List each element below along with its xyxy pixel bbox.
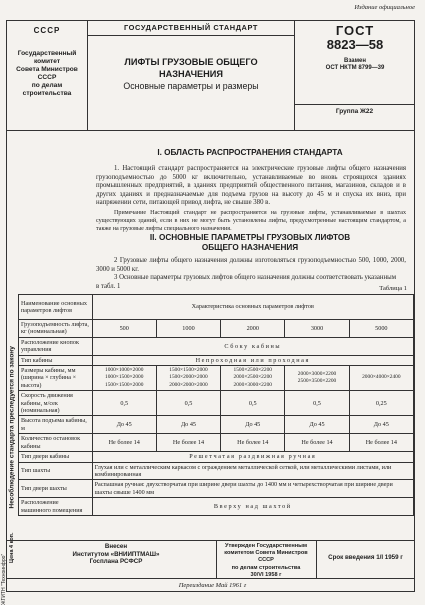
table-row bbox=[19, 452, 414, 462]
table-row bbox=[19, 337, 414, 355]
machine-label: Расположение машинного помещения bbox=[19, 498, 93, 516]
table-row bbox=[19, 462, 414, 480]
capacity-cell: 2000 bbox=[221, 320, 285, 338]
footer-divider-top bbox=[6, 540, 415, 541]
dims-cell: 1500×2500×2200 2000×2500×2200 2000×3000×2200 bbox=[221, 366, 285, 391]
footer-line: Внесен bbox=[104, 543, 128, 550]
capacity-cell: 3000 bbox=[285, 320, 349, 338]
stops-label: Количество остановок кабины bbox=[19, 434, 93, 452]
height-cell: До 45 bbox=[92, 416, 156, 434]
height-label: Высота подъема кабины, м bbox=[19, 416, 93, 434]
footer-line: Институтом «ВНИИПТМАШ» bbox=[72, 550, 160, 558]
edition-note: Издание официальное bbox=[354, 4, 415, 11]
table-row bbox=[19, 498, 414, 516]
section-heading-1: I. ОБЛАСТЬ РАСПРОСТРАНЕНИЯ СТАНДАРТА bbox=[157, 148, 343, 157]
footer-effective-date: Срок введения 1/I 1959 г bbox=[328, 554, 403, 561]
speed-label: Скорость движения кабины, м/сек (номинальная) bbox=[19, 391, 93, 416]
table-label: Таблица 1 bbox=[379, 285, 407, 292]
price-label: Цена 4 коп. bbox=[9, 532, 15, 563]
speed-cell: 0,5 bbox=[156, 391, 220, 416]
dims-cell: 1000×1000×2000 1000×1500×2000 1500×1500×2000 bbox=[92, 366, 156, 391]
table-row bbox=[19, 434, 414, 452]
committee-line: по делам bbox=[31, 82, 63, 89]
table-header-name: Наименование основных параметров лифтов bbox=[19, 295, 93, 320]
footer-separator bbox=[316, 540, 317, 578]
shaft-door-label: Тип двери шахты bbox=[19, 480, 93, 498]
side-legal-note: Несоблюдение стандарта преследуется по закону bbox=[8, 346, 16, 509]
stops-cell: Не более 14 bbox=[156, 434, 220, 452]
ussr-label: СССР bbox=[33, 26, 61, 35]
height-cell: До 45 bbox=[285, 416, 349, 434]
type-value: Непроходная или проходная bbox=[92, 355, 413, 365]
committee-line: комитет bbox=[33, 58, 61, 65]
shaft-value: Глухая или с металлическим каркасом с ограждением металлической сеткой, или металлическими листами, или комбинированная bbox=[92, 462, 413, 480]
table-header-char: Характеристика основных параметров лифтов bbox=[92, 295, 413, 320]
header-divider bbox=[6, 130, 415, 131]
paragraph-1: 1. Настоящий стандарт распространяется на электрические грузовые лифты общего назначения грузоподъемностью до 5000 кг включительно, устанавливаемые во вновь строящихся зданиях промышленных предприятий, в зданиях предприятий общественного питания, магазинов, складов и в других зданиях и предназначаемые для подъема грузов на высоту до 45 м и спуска их вниз, при напряжении сети, питающей привод лифта, не свыше 380 в. bbox=[96, 165, 406, 207]
shaft-label: Тип шахты bbox=[19, 462, 93, 480]
gost-number: 8823—58 bbox=[326, 37, 384, 52]
footer-line: Утвержден Государственным bbox=[225, 543, 307, 549]
document-subtitle: Основные параметры и размеры bbox=[123, 81, 259, 91]
parameters-table bbox=[18, 294, 414, 516]
committee-line: Государственный bbox=[17, 50, 77, 57]
dims-cell: 1500×1500×2000 1500×2000×2000 2000×2000×2000 bbox=[156, 366, 220, 391]
print-house-label: ЖГИТН "Техноинфро" bbox=[1, 553, 7, 605]
note-paragraph: Примечание Настоящий стандарт не распространяется на грузовые лифты, устанавливаемые в шахтах существующих зданий, если в них не могут быть установлены лифты, предусмотренные настоящим стандартом, а также на грузовые лифты специального назначения. bbox=[96, 210, 406, 232]
committee-line: Совета Министров bbox=[16, 66, 78, 73]
standard-heading: ГОСУДАРСТВЕННЫЙ СТАНДАРТ bbox=[88, 20, 294, 36]
table-row bbox=[19, 366, 414, 391]
table-row bbox=[19, 480, 414, 498]
paragraph-2: 2 Грузовые лифты общего назначения должны изготовляться грузоподъемностью 500, 1000, 2000, 3000 и 5000 кг. bbox=[96, 257, 406, 273]
footer-approved bbox=[218, 543, 314, 579]
committee-line: строительства bbox=[22, 90, 72, 97]
committee-line: СССР bbox=[37, 74, 57, 81]
door-label: Тип двери кабины bbox=[19, 452, 93, 462]
height-cell: До 45 bbox=[156, 416, 220, 434]
dims-cell: 2000×3000×2200 2500×3500×2200 bbox=[285, 366, 349, 391]
table-row bbox=[19, 416, 414, 434]
stops-cell: Не более 14 bbox=[349, 434, 413, 452]
table-row bbox=[19, 355, 414, 365]
footer-introduced bbox=[20, 543, 212, 566]
type-label: Тип кабины bbox=[19, 355, 93, 365]
stops-cell: Не более 14 bbox=[221, 434, 285, 452]
footer-line: 30/VI 1958 г bbox=[250, 571, 282, 578]
gost-label: ГОСТ bbox=[335, 23, 375, 38]
title-line: НАЗНАЧЕНИЯ bbox=[158, 69, 224, 79]
footer-line: по делам строительства bbox=[231, 564, 301, 571]
shaft-door-value: Распашная ручная: двухстворчатая при ширине двери шахты до 1400 мм и четырехстворчатая при ширине двери шахты свыше 1400 мм bbox=[92, 480, 413, 498]
capacity-cell: 1000 bbox=[156, 320, 220, 338]
table-header-row bbox=[19, 295, 414, 320]
control-value: Сбоку кабины bbox=[92, 337, 413, 355]
title-line: ЛИФТЫ ГРУЗОВЫЕ ОБЩЕГО bbox=[124, 57, 258, 67]
footer-separator bbox=[216, 540, 217, 578]
reprint-note: Переиздание Май 1961 г bbox=[178, 582, 247, 589]
section2-line: ОБЩЕГО НАЗНАЧЕНИЯ bbox=[201, 243, 299, 252]
speed-cell: 0,25 bbox=[349, 391, 413, 416]
group-divider bbox=[294, 104, 415, 105]
speed-cell: 0,5 bbox=[221, 391, 285, 416]
gost-block bbox=[300, 24, 410, 52]
instead-label: Взамен bbox=[344, 58, 366, 64]
document-title bbox=[96, 56, 286, 80]
section2-line: II. ОСНОВНЫЕ ПАРАМЕТРЫ ГРУЗОВЫХ ЛИФТОВ bbox=[149, 233, 351, 242]
stops-cell: Не более 14 bbox=[285, 434, 349, 452]
footer-line: Госплана РСФСР bbox=[89, 558, 143, 566]
capacity-cell: 500 bbox=[92, 320, 156, 338]
speed-cell: 0,5 bbox=[92, 391, 156, 416]
instead-value: ОСТ НКТМ 8799—39 bbox=[325, 65, 385, 71]
machine-value: Вверху над шахтой bbox=[92, 498, 413, 516]
height-cell: До 45 bbox=[349, 416, 413, 434]
dims-cell: 2000×4000×2400 bbox=[349, 366, 413, 391]
table-row bbox=[19, 320, 414, 338]
door-value: Решетчатая раздвижная ручная bbox=[92, 452, 413, 462]
control-label: Расположение кнопок управления bbox=[19, 337, 93, 355]
paragraph-3: 3 Основные параметры грузовых лифтов общего назначения должны соответствовать указанным в табл. 1 bbox=[96, 274, 396, 290]
footer-line: комитетом Совета Министров СССР bbox=[224, 550, 308, 564]
table-row bbox=[19, 391, 414, 416]
capacity-label: Грузоподъемность лифта, кг (номинальная) bbox=[19, 320, 93, 338]
capacity-cell: 5000 bbox=[349, 320, 413, 338]
footer-divider-bottom bbox=[6, 578, 415, 579]
committee-block bbox=[8, 50, 86, 98]
height-cell: До 45 bbox=[221, 416, 285, 434]
speed-cell: 0,5 bbox=[285, 391, 349, 416]
instead-block bbox=[300, 58, 410, 72]
dims-label: Размеры кабины, мм (ширина × глубина × высота) bbox=[19, 366, 93, 391]
group-code: Группа Ж22 bbox=[335, 108, 374, 115]
stops-cell: Не более 14 bbox=[92, 434, 156, 452]
section-heading-2 bbox=[100, 233, 400, 253]
